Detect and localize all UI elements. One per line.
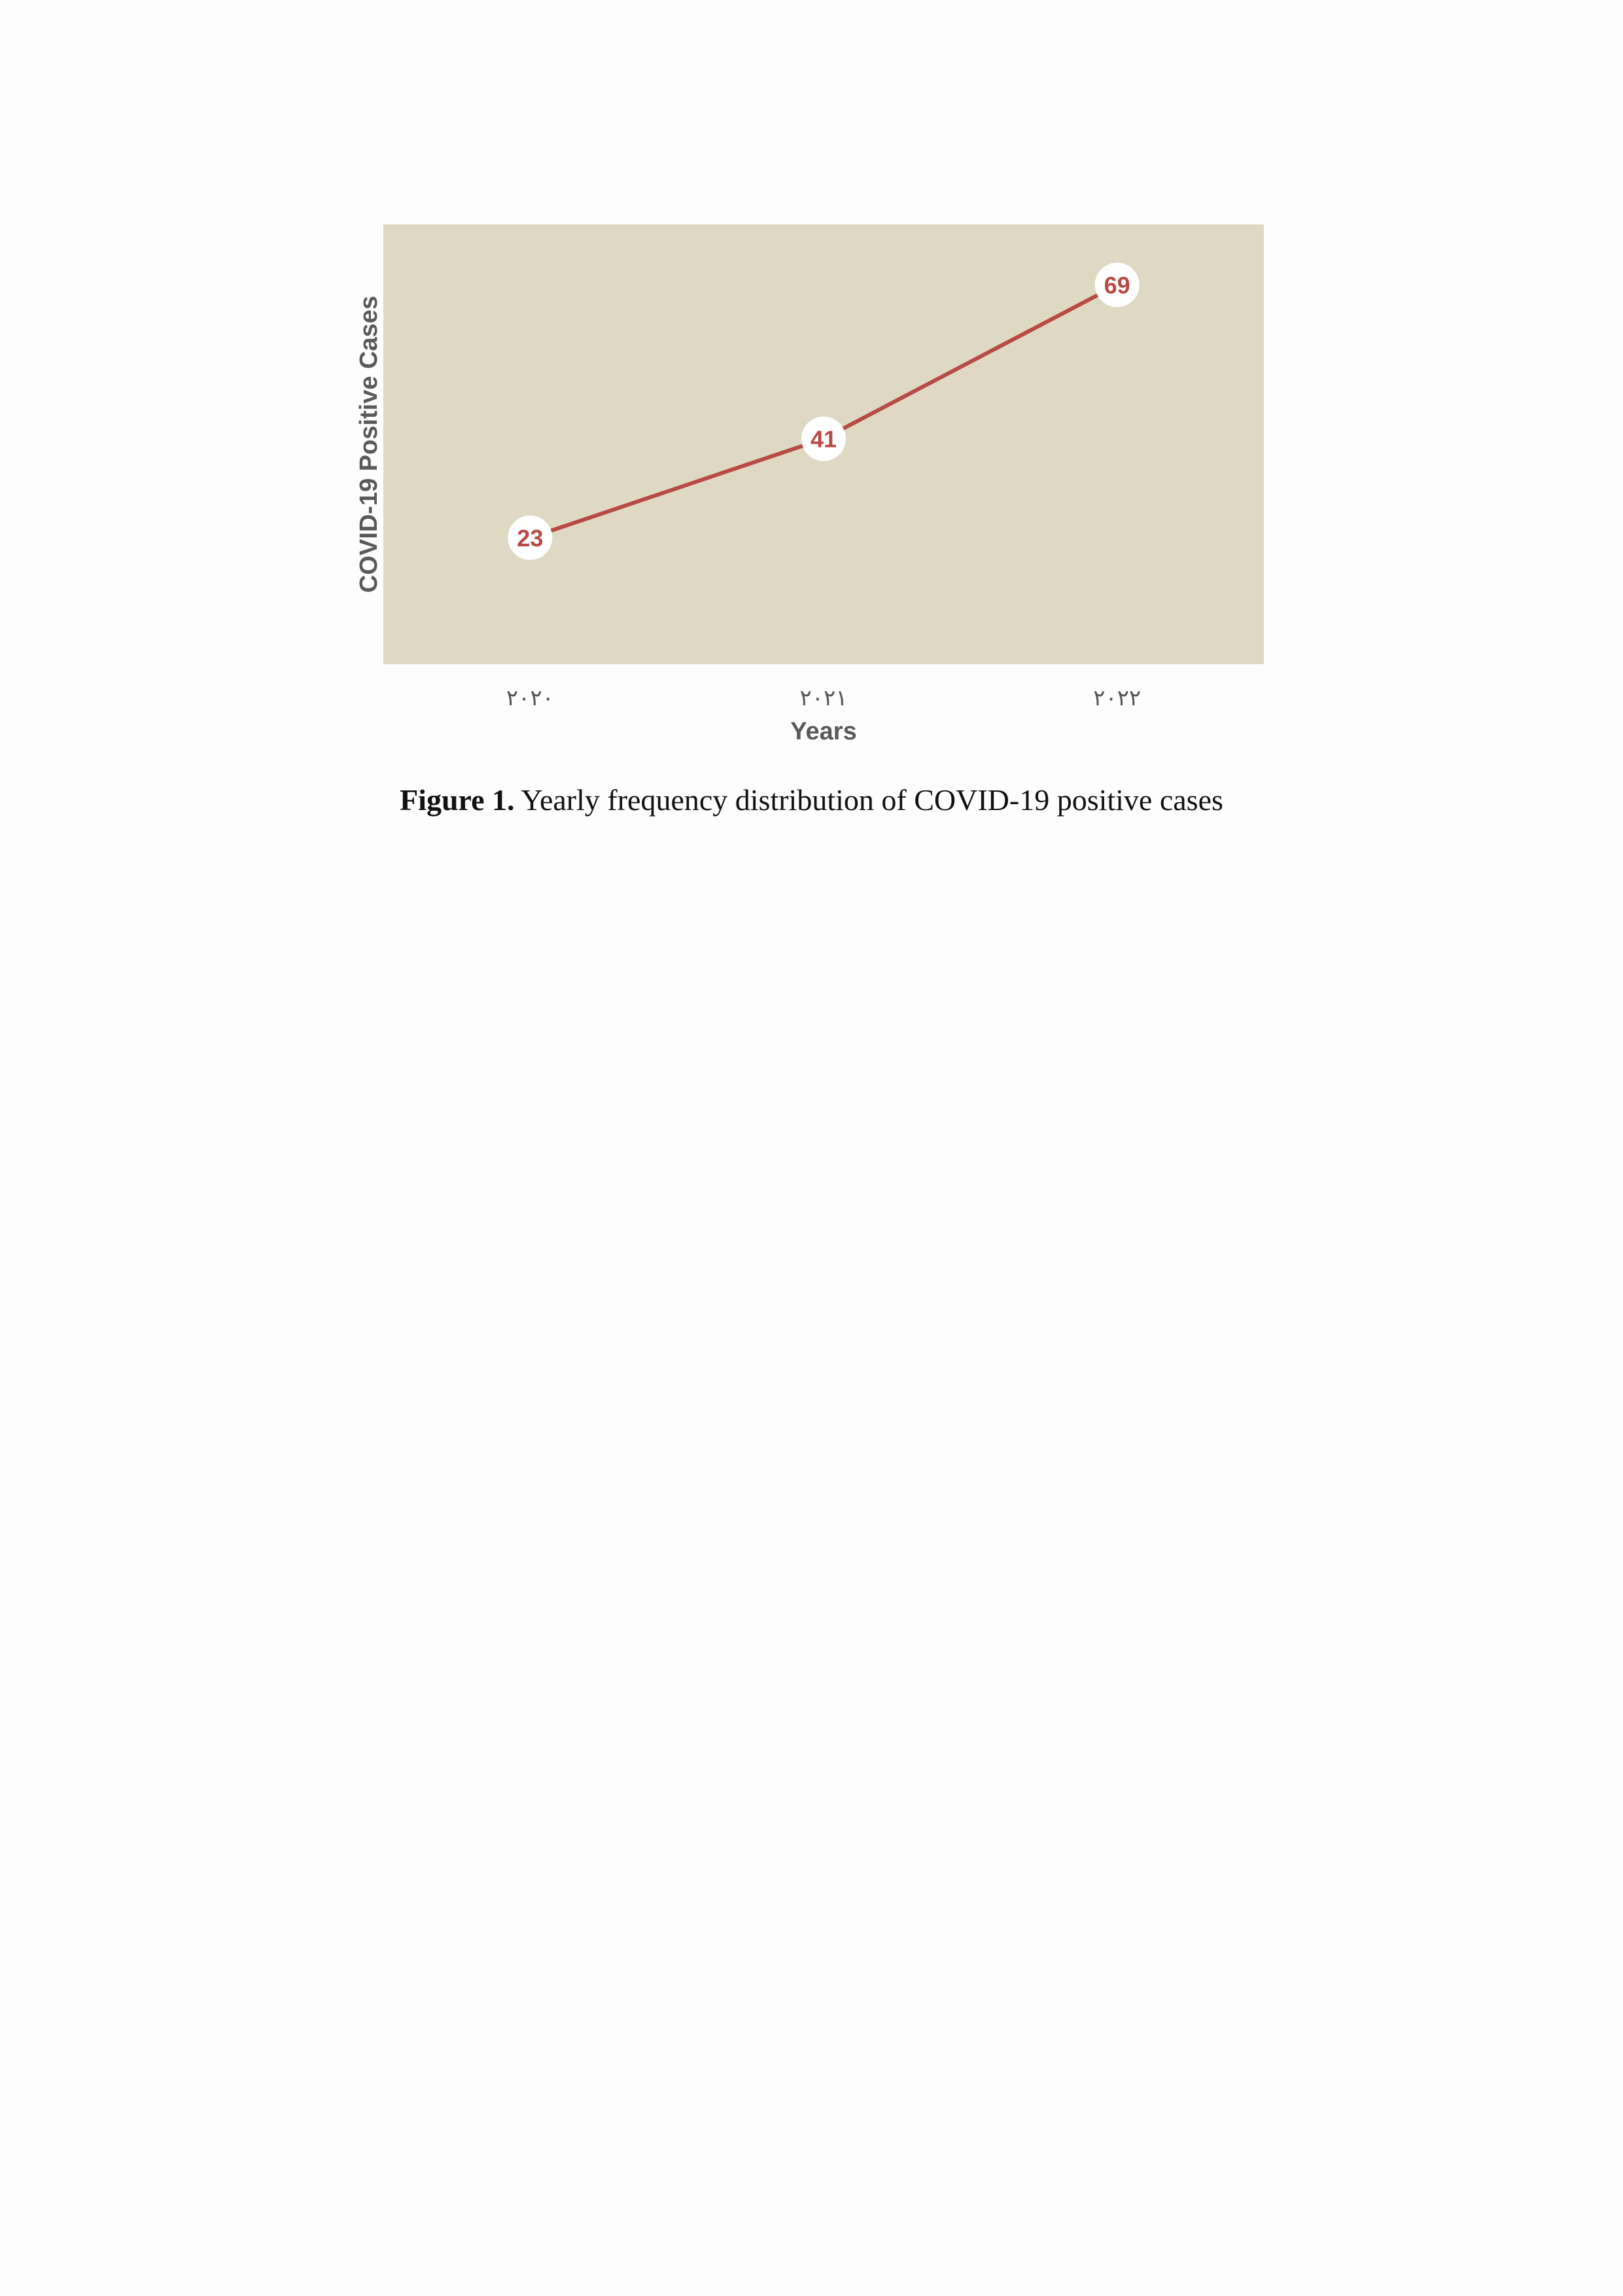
x-tick-label: ٢٠٢٢ [1093, 685, 1142, 711]
x-axis-title: Years [790, 718, 857, 745]
line-chart [0, 0, 1623, 772]
x-tick-label: ٢٠٢١ [799, 685, 848, 711]
figure-caption [0, 783, 1623, 817]
x-axis-ticks [506, 685, 1141, 711]
caption-text: Yearly frequency distribution of COVID-19 positive cases [514, 783, 1223, 817]
y-axis-title: COVID-19 Positive Cases [355, 295, 383, 593]
x-tick-label: ٢٠٢٠ [506, 685, 554, 711]
figure-label: Figure 1. [400, 783, 515, 817]
data-label: 69 [1104, 272, 1130, 299]
data-label: 23 [517, 524, 544, 552]
data-label: 41 [810, 425, 837, 453]
